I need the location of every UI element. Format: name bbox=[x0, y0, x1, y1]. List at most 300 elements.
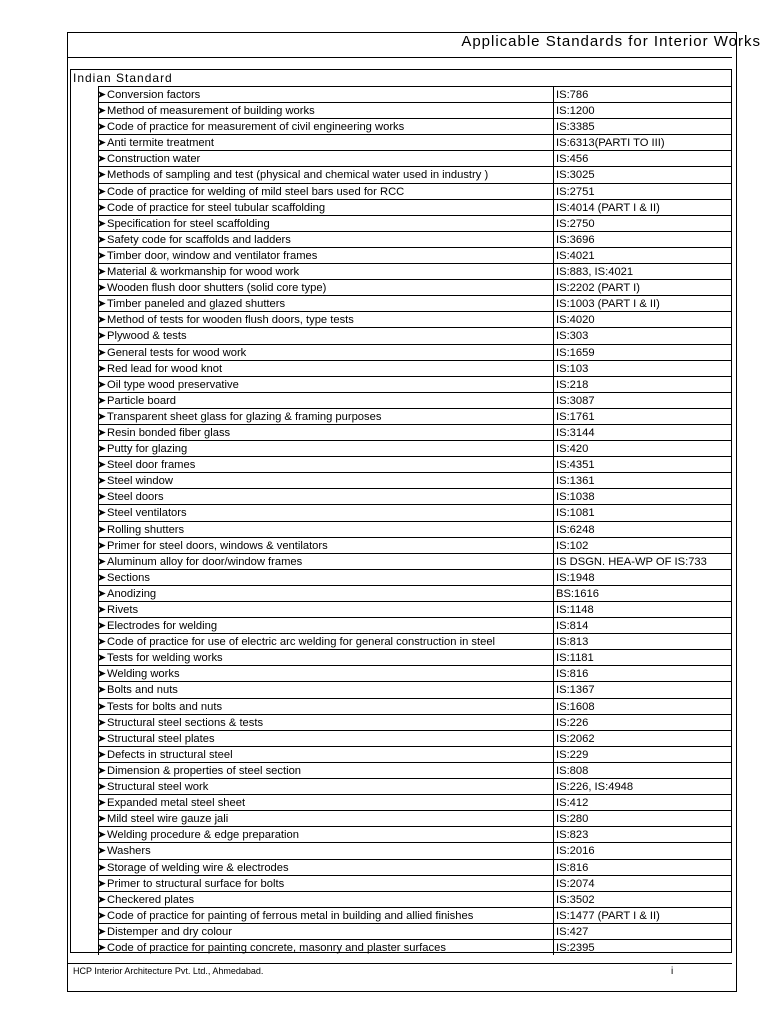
standard-description bbox=[98, 231, 553, 247]
row-indent bbox=[71, 633, 97, 649]
row-indent bbox=[71, 698, 97, 714]
standard-code: IS:3087 bbox=[553, 392, 731, 408]
table-row bbox=[71, 199, 731, 215]
description-text: Code of practice for painting concrete, masonry and plaster surfaces bbox=[107, 941, 446, 954]
row-indent bbox=[71, 859, 97, 875]
standard-description bbox=[98, 569, 553, 585]
arrow-bullet-icon: ➤ bbox=[97, 845, 107, 858]
arrow-bullet-icon: ➤ bbox=[97, 378, 107, 391]
row-indent bbox=[71, 360, 97, 376]
standard-code: IS:6248 bbox=[553, 521, 731, 537]
description-text: Code of practice for measurement of civil engineering works bbox=[107, 121, 405, 134]
standard-description bbox=[98, 279, 553, 295]
row-indent bbox=[71, 263, 97, 279]
arrow-bullet-icon: ➤ bbox=[97, 137, 107, 150]
standard-code: IS:1367 bbox=[553, 681, 731, 697]
standard-code: IS:280 bbox=[553, 810, 731, 826]
arrow-bullet-icon: ➤ bbox=[97, 909, 107, 922]
table-row bbox=[71, 633, 731, 649]
row-indent bbox=[71, 279, 97, 295]
standard-description bbox=[98, 199, 553, 215]
table-row bbox=[71, 537, 731, 553]
description-text: Checkered plates bbox=[107, 893, 195, 906]
table-row bbox=[71, 456, 731, 472]
table-row bbox=[71, 488, 731, 504]
standard-code: IS:1081 bbox=[553, 504, 731, 520]
table-row bbox=[71, 327, 731, 343]
arrow-bullet-icon: ➤ bbox=[97, 604, 107, 616]
table-row bbox=[71, 311, 731, 327]
description-text: Rolling shutters bbox=[107, 523, 185, 536]
description-text: Structural steel plates bbox=[107, 732, 215, 745]
standard-description bbox=[98, 585, 553, 601]
row-indent bbox=[71, 231, 97, 247]
standards-table bbox=[70, 69, 732, 953]
description-text: Structural steel sections & tests bbox=[107, 716, 264, 729]
description-text: Safety code for scaffolds and ladders bbox=[107, 233, 291, 246]
description-text: Specification for steel scaffolding bbox=[107, 217, 270, 230]
row-indent bbox=[71, 553, 97, 569]
standard-code: IS:226, IS:4948 bbox=[553, 778, 731, 794]
description-text: Anti termite treatment bbox=[107, 137, 214, 150]
arrow-bullet-icon: ➤ bbox=[97, 105, 107, 118]
standard-description bbox=[98, 794, 553, 810]
description-text: Tests for bolts and nuts bbox=[107, 700, 223, 713]
standard-description bbox=[98, 601, 553, 617]
standard-description bbox=[98, 311, 553, 327]
arrow-bullet-icon: ➤ bbox=[97, 249, 107, 262]
description-text: Bolts and nuts bbox=[107, 684, 178, 697]
table-row bbox=[71, 118, 731, 134]
standard-code: IS:786 bbox=[553, 86, 731, 102]
arrow-bullet-icon: ➤ bbox=[97, 121, 107, 134]
table-row bbox=[71, 698, 731, 714]
arrow-bullet-icon: ➤ bbox=[97, 555, 107, 568]
arrow-bullet-icon: ➤ bbox=[97, 298, 107, 311]
standard-description bbox=[98, 923, 553, 939]
description-text: Resin bonded fiber glass bbox=[107, 426, 231, 439]
table-row bbox=[71, 891, 731, 907]
standard-description bbox=[98, 295, 553, 311]
description-text: Particle board bbox=[107, 394, 177, 407]
arrow-bullet-icon: ➤ bbox=[97, 410, 107, 423]
arrow-bullet-icon: ➤ bbox=[97, 861, 107, 874]
table-row bbox=[71, 842, 731, 858]
description-text: Mild steel wire gauze jali bbox=[107, 813, 229, 826]
description-text: Wooden flush door shutters (solid core type) bbox=[107, 282, 327, 295]
table-row bbox=[71, 521, 731, 537]
standard-code: IS:456 bbox=[553, 150, 731, 166]
standard-code: IS:102 bbox=[553, 537, 731, 553]
standard-code: IS:229 bbox=[553, 746, 731, 762]
standard-description bbox=[98, 778, 553, 794]
arrow-bullet-icon: ➤ bbox=[97, 652, 107, 665]
standard-code: IS:883, IS:4021 bbox=[553, 263, 731, 279]
table-row bbox=[71, 102, 731, 118]
description-text: Steel window bbox=[107, 475, 173, 488]
standard-code: IS:4021 bbox=[553, 247, 731, 263]
arrow-bullet-icon: ➤ bbox=[97, 781, 107, 794]
row-indent bbox=[71, 537, 97, 553]
arrow-bullet-icon: ➤ bbox=[97, 201, 107, 214]
row-indent bbox=[71, 102, 97, 118]
standard-code: IS:2016 bbox=[553, 842, 731, 858]
row-indent bbox=[71, 86, 97, 102]
row-indent bbox=[71, 810, 97, 826]
table-body bbox=[71, 86, 731, 955]
table-row bbox=[71, 569, 731, 585]
row-indent bbox=[71, 794, 97, 810]
arrow-bullet-icon: ➤ bbox=[97, 797, 107, 810]
standard-description bbox=[98, 698, 553, 714]
standard-code: IS:2202 (PART I) bbox=[553, 279, 731, 295]
table-row bbox=[71, 215, 731, 231]
table-row bbox=[71, 440, 731, 456]
row-indent bbox=[71, 456, 97, 472]
standard-description bbox=[98, 746, 553, 762]
table-row bbox=[71, 504, 731, 520]
standard-code: IS:303 bbox=[553, 327, 731, 343]
arrow-bullet-icon: ➤ bbox=[97, 523, 107, 536]
standard-description bbox=[98, 730, 553, 746]
row-indent bbox=[71, 134, 97, 150]
arrow-bullet-icon: ➤ bbox=[97, 491, 107, 504]
standard-code: IS:4014 (PART I & II) bbox=[553, 199, 731, 215]
standard-description bbox=[98, 649, 553, 665]
standard-description bbox=[98, 150, 553, 166]
row-indent bbox=[71, 311, 97, 327]
standard-description bbox=[98, 376, 553, 392]
table-row bbox=[71, 665, 731, 681]
arrow-bullet-icon: ➤ bbox=[97, 700, 107, 713]
table-row bbox=[71, 344, 731, 360]
standard-description bbox=[98, 166, 553, 182]
description-text: Method of tests for wooden flush doors, type tests bbox=[107, 314, 354, 327]
description-text: Construction water bbox=[107, 153, 201, 166]
table-row bbox=[71, 794, 731, 810]
description-text: Code of practice for steel tubular scaffolding bbox=[107, 201, 326, 214]
standard-code: IS:3144 bbox=[553, 424, 731, 440]
standard-code: IS:1948 bbox=[553, 569, 731, 585]
standard-description bbox=[98, 118, 553, 134]
standard-code: IS:2395 bbox=[553, 939, 731, 955]
description-text: Code of practice for use of electric arc welding for general construction in steel bbox=[107, 636, 496, 649]
standard-code: IS:412 bbox=[553, 794, 731, 810]
arrow-bullet-icon: ➤ bbox=[97, 571, 107, 584]
description-text: Aluminum alloy for door/window frames bbox=[107, 555, 303, 568]
row-indent bbox=[71, 681, 97, 697]
standard-description bbox=[98, 504, 553, 520]
table-row bbox=[71, 810, 731, 826]
standard-description bbox=[98, 456, 553, 472]
table-row bbox=[71, 907, 731, 923]
arrow-bullet-icon: ➤ bbox=[97, 813, 107, 826]
table-row bbox=[71, 150, 731, 166]
page-title: Applicable Standards for Interior Works bbox=[461, 33, 761, 50]
row-indent bbox=[71, 392, 97, 408]
description-text: Material & workmanship for wood work bbox=[107, 266, 300, 279]
description-text: Method of measurement of building works bbox=[107, 105, 315, 118]
standard-code: IS:1181 bbox=[553, 649, 731, 665]
row-indent bbox=[71, 247, 97, 263]
row-indent bbox=[71, 488, 97, 504]
standard-code: IS:1361 bbox=[553, 472, 731, 488]
standard-code: IS:823 bbox=[553, 826, 731, 842]
arrow-bullet-icon: ➤ bbox=[97, 185, 107, 198]
standard-code: IS DSGN. HEA-WP OF IS:733 bbox=[553, 553, 731, 569]
standard-description bbox=[98, 617, 553, 633]
standard-description bbox=[98, 842, 553, 858]
row-indent bbox=[71, 826, 97, 842]
standard-description bbox=[98, 392, 553, 408]
arrow-bullet-icon: ➤ bbox=[97, 636, 107, 649]
description-text: Oil type wood preservative bbox=[107, 378, 239, 391]
row-indent bbox=[71, 199, 97, 215]
standard-code: IS:2074 bbox=[553, 875, 731, 891]
row-indent bbox=[71, 472, 97, 488]
arrow-bullet-icon: ➤ bbox=[97, 716, 107, 729]
arrow-bullet-icon: ➤ bbox=[97, 620, 107, 633]
standard-description bbox=[98, 553, 553, 569]
standard-description bbox=[98, 875, 553, 891]
arrow-bullet-icon: ➤ bbox=[97, 893, 107, 906]
standard-description bbox=[98, 939, 553, 955]
table-row bbox=[71, 424, 731, 440]
table-row bbox=[71, 714, 731, 730]
table-row bbox=[71, 746, 731, 762]
arrow-bullet-icon: ➤ bbox=[97, 443, 107, 456]
arrow-bullet-icon: ➤ bbox=[97, 684, 107, 697]
description-text: Transparent sheet glass for glazing & framing purposes bbox=[107, 410, 382, 423]
arrow-bullet-icon: ➤ bbox=[97, 330, 107, 343]
table-row bbox=[71, 649, 731, 665]
description-text: Defects in structural steel bbox=[107, 748, 233, 761]
standard-code: IS:1477 (PART I & II) bbox=[553, 907, 731, 923]
standard-description bbox=[98, 521, 553, 537]
table-row bbox=[71, 231, 731, 247]
table-row bbox=[71, 826, 731, 842]
description-text: Sections bbox=[107, 571, 150, 584]
row-indent bbox=[71, 376, 97, 392]
description-text: Code of practice for welding of mild steel bars used for RCC bbox=[107, 185, 405, 198]
arrow-bullet-icon: ➤ bbox=[97, 764, 107, 777]
row-indent bbox=[71, 150, 97, 166]
description-text: Expanded metal steel sheet bbox=[107, 797, 246, 810]
standard-code: IS:1148 bbox=[553, 601, 731, 617]
title-divider bbox=[67, 57, 732, 58]
arrow-bullet-icon: ➤ bbox=[97, 941, 107, 954]
description-text: Washers bbox=[107, 845, 151, 858]
arrow-bullet-icon: ➤ bbox=[97, 394, 107, 407]
arrow-bullet-icon: ➤ bbox=[97, 266, 107, 279]
standard-description bbox=[98, 681, 553, 697]
standard-description bbox=[98, 344, 553, 360]
standard-code: IS:3385 bbox=[553, 118, 731, 134]
description-text: Primer for steel doors, windows & ventilators bbox=[107, 539, 328, 552]
footer-divider bbox=[67, 963, 732, 964]
description-text: Electrodes for welding bbox=[107, 620, 218, 633]
arrow-bullet-icon: ➤ bbox=[97, 925, 107, 938]
standard-code: IS:2062 bbox=[553, 730, 731, 746]
row-indent bbox=[71, 617, 97, 633]
description-text: Tests for welding works bbox=[107, 652, 223, 665]
row-indent bbox=[71, 215, 97, 231]
standard-description bbox=[98, 134, 553, 150]
standard-description bbox=[98, 537, 553, 553]
description-text: Storage of welding wire & electrodes bbox=[107, 861, 289, 874]
standard-description bbox=[98, 665, 553, 681]
description-text: Steel doors bbox=[107, 491, 164, 504]
arrow-bullet-icon: ➤ bbox=[97, 282, 107, 295]
table-row bbox=[71, 183, 731, 199]
row-indent bbox=[71, 295, 97, 311]
standard-code: IS:3502 bbox=[553, 891, 731, 907]
standard-description bbox=[98, 859, 553, 875]
standard-description bbox=[98, 247, 553, 263]
row-indent bbox=[71, 569, 97, 585]
row-indent bbox=[71, 939, 97, 955]
standard-code: IS:813 bbox=[553, 633, 731, 649]
table-row bbox=[71, 939, 731, 955]
standard-code: IS:427 bbox=[553, 923, 731, 939]
arrow-bullet-icon: ➤ bbox=[97, 877, 107, 890]
arrow-bullet-icon: ➤ bbox=[97, 587, 107, 600]
table-row bbox=[71, 392, 731, 408]
standard-description bbox=[98, 891, 553, 907]
standard-description bbox=[98, 714, 553, 730]
standard-code: IS:1659 bbox=[553, 344, 731, 360]
standard-code: BS:1616 bbox=[553, 585, 731, 601]
arrow-bullet-icon: ➤ bbox=[97, 829, 107, 842]
table-row bbox=[71, 295, 731, 311]
table-row bbox=[71, 247, 731, 263]
arrow-bullet-icon: ➤ bbox=[97, 314, 107, 327]
standard-code: IS:808 bbox=[553, 762, 731, 778]
arrow-bullet-icon: ➤ bbox=[97, 89, 107, 101]
arrow-bullet-icon: ➤ bbox=[97, 748, 107, 761]
standard-description bbox=[98, 488, 553, 504]
standard-description bbox=[98, 408, 553, 424]
description-text: Putty for glazing bbox=[107, 443, 188, 456]
row-indent bbox=[71, 166, 97, 182]
standard-code: IS:218 bbox=[553, 376, 731, 392]
row-indent bbox=[71, 601, 97, 617]
standard-description bbox=[98, 263, 553, 279]
arrow-bullet-icon: ➤ bbox=[97, 426, 107, 439]
standard-description bbox=[98, 360, 553, 376]
standard-code: IS:3696 bbox=[553, 231, 731, 247]
standard-code: IS:1761 bbox=[553, 408, 731, 424]
standard-code: IS:4351 bbox=[553, 456, 731, 472]
row-indent bbox=[71, 424, 97, 440]
standard-description bbox=[98, 810, 553, 826]
table-row bbox=[71, 923, 731, 939]
row-indent bbox=[71, 875, 97, 891]
section-header: Indian Standard bbox=[73, 71, 173, 85]
standard-description bbox=[98, 424, 553, 440]
table-row bbox=[71, 376, 731, 392]
table-row bbox=[71, 730, 731, 746]
table-row bbox=[71, 859, 731, 875]
standard-code: IS:3025 bbox=[553, 166, 731, 182]
row-indent bbox=[71, 762, 97, 778]
arrow-bullet-icon: ➤ bbox=[97, 507, 107, 520]
description-text: Methods of sampling and test (physical and chemical water used in industry ) bbox=[107, 169, 489, 182]
row-indent bbox=[71, 778, 97, 794]
row-indent bbox=[71, 327, 97, 343]
description-text: Timber paneled and glazed shutters bbox=[107, 298, 286, 311]
standard-code: IS:814 bbox=[553, 617, 731, 633]
description-text: Structural steel work bbox=[107, 781, 209, 794]
row-indent bbox=[71, 344, 97, 360]
row-indent bbox=[71, 408, 97, 424]
table-row bbox=[71, 408, 731, 424]
description-text: Code of practice for painting of ferrous metal in building and allied finishes bbox=[107, 909, 474, 922]
table-row bbox=[71, 360, 731, 376]
row-indent bbox=[71, 730, 97, 746]
table-row bbox=[71, 875, 731, 891]
arrow-bullet-icon: ➤ bbox=[97, 732, 107, 745]
table-row bbox=[71, 279, 731, 295]
description-text: Anodizing bbox=[107, 587, 157, 600]
description-text: Conversion factors bbox=[107, 89, 201, 101]
row-indent bbox=[71, 714, 97, 730]
description-text: Timber door, window and ventilator frames bbox=[107, 249, 318, 262]
row-indent bbox=[71, 183, 97, 199]
standard-description bbox=[98, 327, 553, 343]
description-text: Primer to structural surface for bolts bbox=[107, 877, 285, 890]
description-text: Distemper and dry colour bbox=[107, 925, 232, 938]
row-indent bbox=[71, 665, 97, 681]
arrow-bullet-icon: ➤ bbox=[97, 233, 107, 246]
arrow-bullet-icon: ➤ bbox=[97, 362, 107, 375]
standard-code: IS:1038 bbox=[553, 488, 731, 504]
standard-description bbox=[98, 86, 553, 102]
standard-description bbox=[98, 826, 553, 842]
table-row bbox=[71, 263, 731, 279]
table-row bbox=[71, 762, 731, 778]
description-text: Welding procedure & edge preparation bbox=[107, 829, 299, 842]
description-text: Red lead for wood knot bbox=[107, 362, 223, 375]
row-indent bbox=[71, 504, 97, 520]
standard-code: IS:2751 bbox=[553, 183, 731, 199]
page-number: i bbox=[671, 966, 674, 977]
table-row bbox=[71, 617, 731, 633]
standard-code: IS:1608 bbox=[553, 698, 731, 714]
row-indent bbox=[71, 842, 97, 858]
row-indent bbox=[71, 118, 97, 134]
table-row bbox=[71, 472, 731, 488]
description-text: Rivets bbox=[107, 604, 139, 616]
table-row bbox=[71, 166, 731, 182]
arrow-bullet-icon: ➤ bbox=[97, 475, 107, 488]
arrow-bullet-icon: ➤ bbox=[97, 459, 107, 472]
standard-description bbox=[98, 183, 553, 199]
standard-description bbox=[98, 633, 553, 649]
description-text: General tests for wood work bbox=[107, 346, 247, 359]
footer-company: HCP Interior Architecture Pvt. Ltd., Ahmedabad. bbox=[73, 966, 264, 976]
description-text: Steel ventilators bbox=[107, 507, 187, 520]
arrow-bullet-icon: ➤ bbox=[97, 153, 107, 166]
standard-code: IS:4020 bbox=[553, 311, 731, 327]
standard-code: IS:226 bbox=[553, 714, 731, 730]
description-text: Welding works bbox=[107, 668, 180, 681]
standard-description bbox=[98, 907, 553, 923]
table-row bbox=[71, 553, 731, 569]
table-row bbox=[71, 585, 731, 601]
table-row bbox=[71, 778, 731, 794]
table-row bbox=[71, 86, 731, 102]
